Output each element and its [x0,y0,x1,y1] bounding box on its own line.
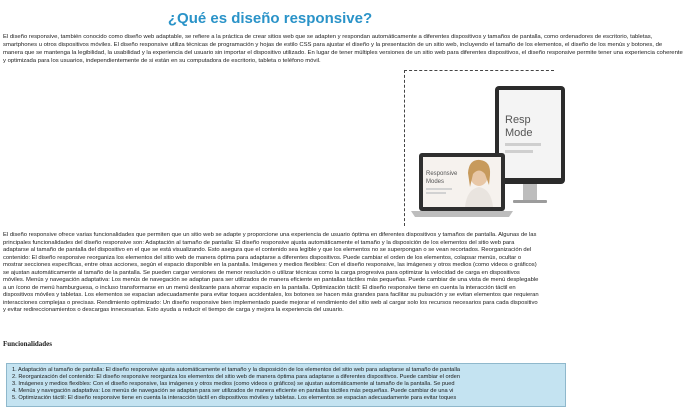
features-list [6,363,566,407]
laptop-device [411,153,513,217]
responsive-devices-image [404,70,554,226]
monitor-heading-line1: Resp [505,114,531,126]
devices-illustration [405,71,555,227]
feature-item: 5. Optimización táctil: El diseño responsive tiene en cuenta la interacción táctil en dispositivos móviles y tabletas. Los elementos se espacian adecuadamente para evitar toques [12,395,457,401]
feature-item: 3. Imágenes y medios flexibles: Con el diseño responsive, las imágenes y otros medios (como videos o gráficos) se ajustan automáticamente al tamaño de la pantalla. Se pued [12,381,455,387]
monitor-heading-line2: Mode [505,127,533,139]
feature-item: 4. Menús y navegación adaptativa: Los menús de navegación se adaptan para ser utilizados de manera eficiente en pantallas táctiles más pequeñas. Puede cambiar de una vi [12,388,454,394]
section-title-funcionalidades: Funcionalidades [3,340,53,348]
feature-item: 2. Reorganización del contenido: El diseño responsive reorganiza los elementos del sitio web de manera óptima para adaptarse a diferentes dispositivos. Puede cambiar el orden [12,374,460,380]
intro-paragraph: El diseño responsive, también conocido como diseño web adaptable, se refiere a la práctica de crear sitios web que se adapten y respondan automáticamente a diferentes dispositivos y tamaños de pantalla, como ordenadores de escritorio, tabletas, smartphones u otros dispositivos móviles. El diseño responsive utiliza técnicas de programación y hojas de estilo CSS para ajustar el diseño y la presentación de un sitio web, incluyendo el tamaño de los elementos, el diseño de los menús y botones, de manera que se mantenga la legibilidad, la usabilidad y la experiencia del usuario sin importar el dispositivo utilizado. En lugar de tener múltiples versiones de un sitio web para diferentes dispositivos, el diseño responsive permite tener una experiencia coherente y optimizada para los usuarios, independientemente de si están en su computadora de escritorio, tableta o teléfono móvil. [3,34,683,64]
feature-item: 1. Adaptación al tamaño de pantalla: El diseño responsive ajusta automáticamente el tamaño y la disposición de los elementos del sitio web para adaptarse al tamaño de pantalla [12,367,461,373]
body-paragraph: El diseño responsive ofrece varias funcionalidades que permiten que un sitio web se adapte y proporcione una experiencia de usuario óptima en diferentes dispositivos y tamaños de pantalla. Algunas de las principales funcionalidades del diseño responsive son: Adaptación al tamaño de pantalla: El diseño responsive ajusta automáticamente el tamaño y la disposición de los elementos del sitio web para adaptarse al tamaño de pantalla del dispositivo en el que se está visualizando. Esto asegura que el contenido sea legible y que los elementos no se superpongan o se vean recortados. Reorganización del contenido: El diseño responsive reorganiza los elementos del sitio web de manera óptima para adaptarse a diferentes dispositivos. Puede cambiar el orden de los elementos, colapsar menús, ocultar o mostrar secciones específicas, entre otras acciones, según el espacio disponible en la pantalla. Imágenes y medios flexibles: Con el diseño responsive, las imágenes y otros medios (como videos o gráficos) se ajustan automáticamente al tamaño de la pantalla. Se pueden cargar versiones de menor resolución o utilizar técnicas como la carga progresiva para optimizar la velocidad de carga en dispositivos móviles. Menús y navegación adaptativa: Los menús de navegación se adaptan para ser utilizados de manera eficiente en pantallas táctiles más pequeñas. Puede cambiar de una vista de menú desplegable a un ícono de menú hamburguesa, o incluso transformarse en un menú deslizante para ahorrar espacio en la pantalla. Optimización táctil: El diseño responsive tiene en cuenta la interacción táctil en dispositivos móviles y tabletas. Los elementos se espacian adecuadamente para evitar toques accidentales, los botones se hacen más grandes para facilitar su pulsación y se evitan elementos que requieran interacciones complejas o precisas. Rendimiento optimizado: Un diseño responsive bien implementado puede mejorar el rendimiento del sitio web al cargar solo los recursos necesarios para cada dispositivo y evitar redireccionamientos o descargas innecesarias. Esto ayuda a reducir el tiempo de carga y mejora la experiencia del usuario. [3,232,539,314]
page-title: ¿Qué es diseño responsive? [167,10,373,27]
laptop-heading-line1: Responsive [426,171,458,177]
laptop-heading-line2: Modes [426,179,445,185]
